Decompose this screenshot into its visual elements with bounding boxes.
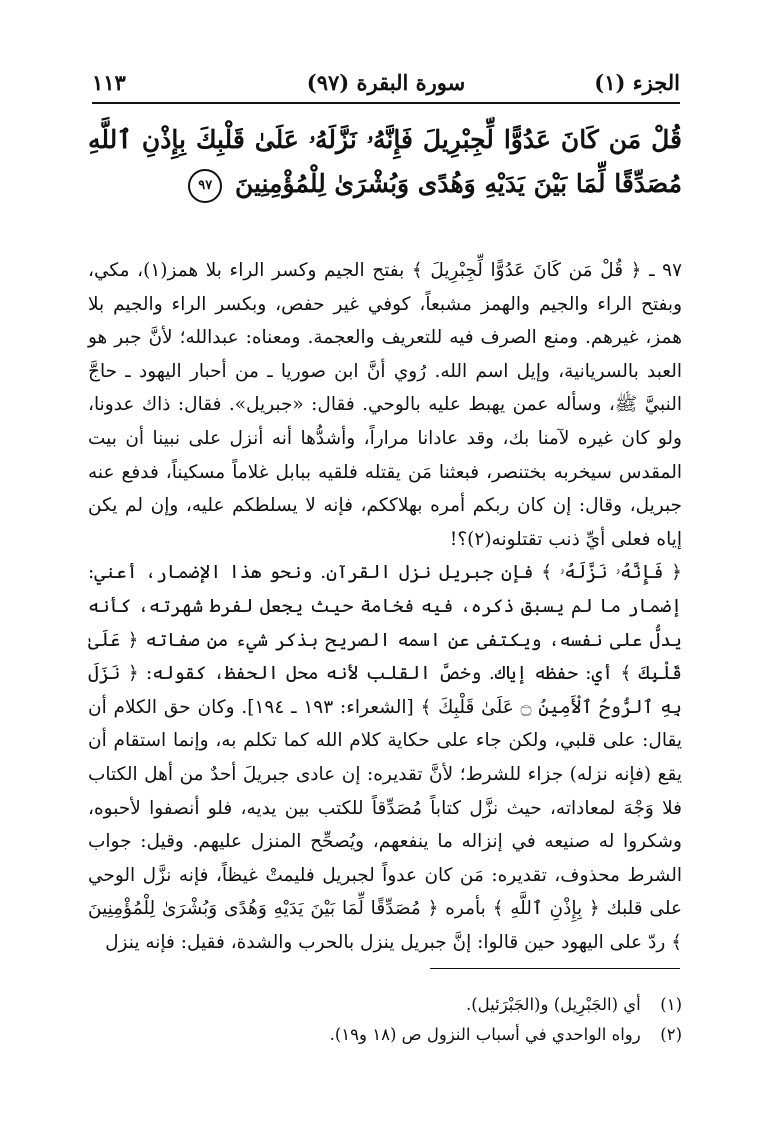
tafsir-commentary [88,254,682,959]
commentary-paragraph-2: ﴿ فَإِنَّهُۥ نَزَّلَهُۥ ﴾ فإن جبريل نزل القرآن. ونحو هذا الإضمار، أعني: إضمار ما لم يسبق ذكره، فيه فخامة حيث يجعل لفرط شهرته، كأنه يدلُّ على نفسه، ويكتفى عن اسمه الصريح بذكر شيء من صفاته ﴿ عَلَىٰ قَلْبِكَ ﴾ أي: حفظه إياك. وخصَّ القلب لأنه محل الحفظ، كقوله: ﴿ نَزَلَ بِهِ ٱلرُّوحُ ٱلْأَمِينُ ۝ عَلَىٰ قَلْبِكَ ﴾ [الشعراء: ١٩٣ ـ ١٩٤]. وكان حق الكلام أن يقال: على قلبي، ولكن جاء على حكاية كلام الله كما تكلم به، وإنما استقام أن يقع (فإنه نزله) جزاء للشرط؛ لأنَّ تقديره: إن عادى جبريلَ أحدٌ من أهل الكتاب فلا وَجْهَ لمعاداته، حيث نزَّل كتاباً مُصَدِّقاً للكتب بين يديه، فلو أنصفوا لأحبوه، وشكروا له صنيعه في إنزاله ما ينفعهم، ويُصحِّح المنزل عليهم. وقيل: جواب الشرط محذوف، تقديره: مَن كان عدواً لجبريل فليمتْ غيظاً، فإنه نزَّل الوحي على قلبك ﴿ بِإِذْنِ ٱللَّهِ ﴾ بأمره ﴿ مُصَدِّقًا لِّمَا بَيْنَ يَدَيْهِ وَهُدًى وَبُشْرَىٰ لِلْمُؤْمِنِينَ ﴾ ردّ على اليهود حين قالوا: إنَّ جبريل ينزل بالحرب والشدة، فقيل: فإنه ينزل [88,562,682,953]
page-number: ١١٣ [92,70,126,95]
footnote-text: رواه الواحدي في أسباب النزول ص (١٨ و١٩). [329,1025,641,1044]
footnote-number: (٢) [660,1025,682,1044]
running-head [92,64,680,104]
surah-title: سورة البقرة (٩٧) [306,70,466,95]
footnote-text: أي (الجَبْرِيل) و(الجَبْرَئيل). [465,995,641,1014]
verse-text: قُلْ مَن كَانَ عَدُوًّا لِّجِبْرِيلَ فَإِنَّهُۥ نَزَّلَهُۥ عَلَىٰ قَلْبِكَ بِإِذْنِ ٱللَّهِ مُصَدِّقًا لِّمَا بَيْنَ يَدَيْهِ وَهُدًى وَبُشْرَىٰ لِلْمُؤْمِنِينَ [88,125,682,198]
part-label: الجزء (١) [594,70,680,95]
footnote-number: (١) [660,995,682,1014]
footnote-divider [430,968,680,969]
footnotes [88,990,682,1050]
footnote-1 [88,990,682,1020]
quran-verse [88,118,682,206]
footnote-2 [88,1020,682,1050]
verse-number-marker: ٩٧ [188,169,222,203]
header-divider [92,102,680,104]
commentary-paragraph-1: ٩٧ ـ ﴿ قُلْ مَن كَانَ عَدُوًّا لِّجِبْرِيلَ ﴾ بفتح الجيم وكسر الراء بلا همز(١)، مكي، وبفتح الراء والجيم والهمز مشبعاً، كوفي غير حفص، وبكسر الراء والجيم بلا همز، غيرهم. ومنع الصرف فيه للتعريف والعجمة. ومعناه: عبدالله؛ لأنَّ جبر هو العبد بالسريانية، وإيل اسم الله. رُوي أنَّ ابن صوريا ـ من أحبار اليهود ـ حاجَّ النبيَّ ﷺ، وسأله عمن يهبط عليه بالوحي. فقال: «جبريل». فقال: ذاك عدونا، ولو كان غيره لآمنا بك، وقد عادانا مراراً، وأشدُّها أنه أنزل على نبينا أن بيت المقدس سيخربه بختنصر، فبعثنا مَن يقتله فلقيه ببابل غلاماً مسكيناً، فدفع عنه جبريل، وقال: إن كان ربكم أمره بهلاككم، فإنه لا يسلطكم عليه، وإن لم يكن إياه فعلى أيِّ ذنب تقتلونه(٢)؟! [88,260,683,550]
